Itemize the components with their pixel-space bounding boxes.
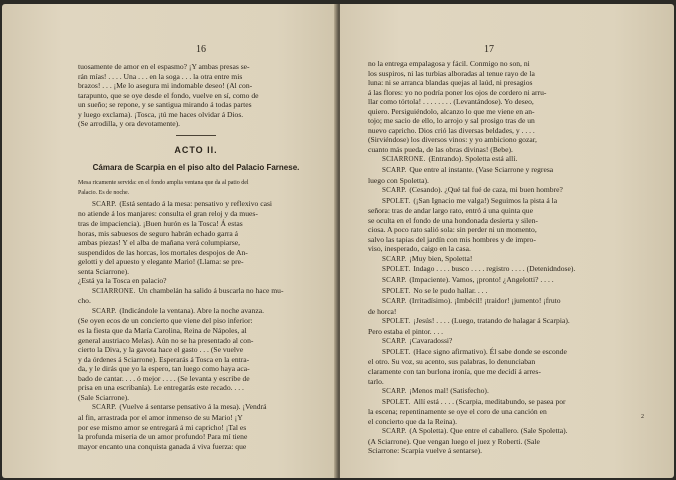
line-text: quiero. Persiguiéndolo, alcanzo lo que me viene en an- [368, 106, 535, 116]
dialogue-line [368, 316, 638, 327]
dialogue-line [368, 196, 638, 207]
dialogue-line [78, 374, 314, 384]
dialogue-line [368, 357, 638, 367]
left-dialogue-block [78, 199, 314, 451]
divider [176, 135, 216, 136]
speaker-name: SPOLET. [382, 347, 411, 356]
line-text: tras de impaciencia). ¡Buen hurón es la Tosca! Á estas [78, 219, 243, 229]
text-line: un sueño; se repone, y se santigua mirando á todas partes [78, 100, 252, 110]
line-text: Un chambelán ha salido á buscarla no hace mu- [138, 285, 284, 295]
line-text: (Sirviéndose) los diversos vinos: y yo ambiciono gozar, [368, 135, 537, 145]
dialogue-line [368, 225, 638, 235]
dialogue-line [78, 296, 314, 306]
line-text: (Está sentado á la mesa: pensativo y reflexivo casi [119, 198, 273, 208]
speaker-name: SCIARRONE. [382, 155, 426, 164]
line-text: Indago . . . . busco . . . . registro . . . . (Detenidndose). [413, 264, 576, 274]
speaker-name: SPOLET. [382, 317, 411, 326]
dialogue-line [368, 437, 638, 447]
text-line: Mesa ricamente servida: en el fondo amplia ventana que da al patio del [78, 179, 249, 186]
dialogue-line [368, 206, 638, 216]
dialogue-line [78, 364, 314, 374]
dialogue-line [78, 326, 314, 336]
dialogue-line [368, 145, 638, 155]
line-text: bado de cantar. . . . ó mejor . . . . (Se levanta y escribe de [78, 373, 250, 383]
dialogue-line [78, 209, 314, 219]
speaker-name: SPOLET. [382, 286, 411, 295]
dialogue-line [78, 336, 314, 346]
dialogue-line [368, 254, 638, 265]
line-text: al fin, arrastrada por el amor inmenso de su Mario! ¡Y [78, 412, 243, 422]
dialogue-line [78, 248, 314, 258]
dialogue-line [368, 367, 638, 377]
dialogue-line [78, 413, 314, 423]
line-text: no atiende á los manjares: consulta el gran reloj y da mues- [78, 209, 258, 219]
speaker-name: SCARP. [382, 297, 407, 306]
line-text: suspendidos de las horcas, los mortales despojos de An- [78, 247, 248, 257]
line-text: (Irritadísimo). ¡Imbécil! ¡traidor! ¡jumento! ¡fruto [409, 296, 561, 306]
dialogue-line [368, 286, 638, 297]
dialogue-line [78, 355, 314, 365]
dialogue-line [368, 97, 638, 107]
act-title: ACTO II. [174, 144, 218, 155]
text-line: Palacio. Es de noche. [78, 189, 130, 196]
dialogue-line [368, 135, 638, 145]
scene-title: Cámara de Scarpia en el piso alto del Palacio Farnese. [92, 163, 300, 173]
dialogue-line [368, 126, 638, 136]
dialogue-line [368, 327, 638, 337]
signature-mark: 2 [641, 414, 644, 420]
line-text: la profunda miseria de un amor profundo! Para mí tiene [78, 432, 248, 442]
line-text: salvo las tapias del jardín con mis hombres y de impro- [368, 234, 536, 244]
dialogue-line [368, 165, 638, 176]
line-text: cuanto más pueda, de las obras divinas! (Bebe). [368, 144, 513, 154]
speaker-name: SCARP. [382, 387, 407, 396]
line-text: (Sale Sciarrone). [78, 392, 130, 402]
line-text: llar como tórtola! . . . . . . . . (Levantándose). Yo deseo, [368, 97, 534, 107]
line-text: (Hace signo afirmativo). Él sabe donde se esconde [413, 346, 567, 356]
dialogue-line [78, 238, 314, 248]
dialogue-line [368, 176, 638, 186]
right-page-text [368, 59, 638, 456]
dialogue-line [368, 347, 638, 358]
dialogue-line [368, 116, 638, 126]
line-text: luego con Spoletta). [368, 175, 429, 185]
dialogue-line [368, 397, 638, 408]
line-text: Sciarrone: Scarpia vuelve á sentarse). [368, 446, 483, 456]
line-text: la escena; repentinamente se oye el coro de una canción en [368, 407, 547, 417]
dialogue-line [78, 345, 314, 355]
page-number: 17 [484, 44, 494, 55]
line-text: viso, inesperado, caigo en la casa. [368, 244, 471, 254]
speaker-name: SCARP. [92, 199, 117, 208]
dialogue-line [78, 229, 314, 239]
speaker-name: SCARP. [382, 337, 407, 346]
dialogue-line [78, 286, 314, 297]
line-text: se oculta en el fondo de una hondonada desierta y silen- [368, 215, 538, 225]
line-text: y da órdenes á Sciarrone). Esperarás á Tosca en la entra- [78, 354, 250, 364]
line-text: horas, mis sabuesos de seguro habrán echado garra á [78, 228, 239, 238]
dialogue-line [368, 426, 638, 437]
dialogue-line [78, 276, 314, 286]
dialogue-line [78, 316, 314, 326]
dialogue-line [368, 244, 638, 254]
dialogue-line [78, 423, 314, 433]
speaker-name: SPOLET. [382, 196, 411, 205]
dialogue-line [368, 336, 638, 347]
speaker-name: SCARP. [382, 254, 407, 263]
speaker-name: SCARP. [382, 186, 407, 195]
line-text: ¡Muy bien, Spoletta! [409, 253, 473, 263]
dialogue-line [368, 377, 638, 387]
line-text: ¡Cavaradossi? [409, 336, 453, 346]
line-text: cho. [78, 296, 91, 306]
line-text: (Vuelve á sentarse pensativo á la mesa). ¡Vendrá [119, 402, 267, 412]
line-text: los suspiros, ni las turbias alboradas al tenue rayo de la [368, 68, 535, 78]
line-text: (A Spoletta). Que entre el caballero. (Sale Spoletta). [409, 426, 568, 436]
dialogue-line [368, 417, 638, 427]
line-text: tarlo. [368, 376, 384, 386]
line-text: (Indicándole la ventana). Abre la noche avanza. [119, 305, 264, 315]
dialogue-line [78, 432, 314, 442]
dialogue-line [78, 199, 314, 210]
line-text: prisa en una escribanía). Le entregarás este recado. . . . [78, 383, 244, 393]
line-text: ¿Está ya la Tosca en palacio? [78, 276, 167, 286]
speaker-name: SCARP. [92, 306, 117, 315]
left-page [2, 4, 338, 478]
speaker-name: SCIARRONE. [92, 286, 136, 295]
line-text: tojo; me sacio de ello, lo arrojo y sal prosigo tras de un [368, 116, 535, 126]
dialogue-line [368, 59, 638, 69]
line-text: es la fiesta que da María Carolina, Reina de Nápoles, al [78, 326, 247, 336]
left-page-text [78, 62, 314, 451]
line-text: Allí está . . . . (Scarpia, meditabundo, se pasea por [413, 396, 566, 406]
line-text: por ese mismo amor se entregará á mi capricho! ¡Tal es [78, 422, 247, 432]
dialogue-line [368, 296, 638, 307]
line-text: general austriaco Melas). Aún no se ha presentado al con- [78, 335, 254, 345]
line-text: (Entrando). Spoletta está allí. [428, 154, 518, 164]
dialogue-line [78, 219, 314, 229]
line-text: gelotti y del apuesto y elegante Mario! (Llama: se pre- [78, 257, 244, 267]
line-text: da, y le dirás que yo la espero, tan luego como haya aca- [78, 364, 250, 374]
line-text: (¡San Ignacio me valga!) Seguimos la pista á la [413, 195, 558, 205]
right-dialogue-block [368, 59, 638, 456]
speaker-name: SCARP. [382, 427, 407, 436]
line-text: señora: tras de andar largo rato, entró á una quinta que [368, 206, 533, 216]
line-text: senta Sciarrone). [78, 266, 130, 276]
dialogue-line [78, 442, 314, 452]
line-text: el concierto que da la Reina). [368, 416, 457, 426]
line-text: luna: ni se arranca blandas quejas al laúd, ni presagios [368, 78, 533, 88]
text-line: brazos! . . . ¡Me lo asegura mi indomable deseo! (Al con- [78, 81, 253, 91]
line-text: de horca! [368, 306, 397, 316]
open-book [2, 4, 674, 478]
dialogue-line [78, 267, 314, 277]
line-text: (Cesando). ¿Qué tal fué de caza, mi buen hombre? [409, 185, 563, 195]
text-line: y luego exclama). ¡Tosca, ¡tú me haces olvidar á Dios. [78, 109, 244, 119]
line-text: no la entrega empalagosa y fácil. Conmigo no son, ni [368, 59, 530, 68]
dialogue-line [78, 383, 314, 393]
speaker-name: SPOLET. [382, 397, 411, 406]
dialogue-line [368, 107, 638, 117]
dialogue-line [368, 88, 638, 98]
dialogue-line [78, 393, 314, 403]
stage-direction [78, 179, 314, 197]
dialogue-line [368, 307, 638, 317]
line-text: (Impaciente). Vamos, ¡pronto! ¿Angelotti? . . . . [409, 275, 554, 285]
right-page [340, 4, 674, 478]
speaker-name: SCARP. [382, 276, 407, 285]
line-text: Pero estaba el pintor. . . . [368, 326, 444, 336]
line-text: No se le pudo hallar. . . . [413, 285, 488, 295]
text-line: rán mías! . . . . Una . . . en la soga . . . la otra entre mis [78, 71, 243, 81]
line-text: cierto la Diva, y la gavota hace el gasto . . . (Se vuelve [78, 345, 244, 355]
page-number: 16 [196, 44, 206, 55]
left-top-block [78, 62, 314, 129]
dialogue-line [78, 402, 314, 413]
dialogue-line [368, 78, 638, 88]
dialogue-line [368, 235, 638, 245]
line-text: claramente con tan burlona ironía, que me decidí á arres- [368, 366, 541, 376]
line-text: á las flores: yo no podría poner los ojos de cordero ni arru- [368, 87, 547, 97]
dialogue-line [368, 154, 638, 165]
text-line: tarapunto, que se oye desde el fondo, vuelve en sí, como de [78, 90, 259, 100]
speaker-name: SCARP. [382, 166, 407, 175]
line-text: (Se oyen ecos de un concierto que viene del piso inferior: [78, 316, 253, 326]
dialogue-line [78, 306, 314, 317]
line-text: nuevo capricho. Dios crió las diversas beldades, y . . . . [368, 125, 535, 135]
dialogue-line [368, 446, 638, 456]
text-line: tuosamente de amor en el espasmo? ¡Y ambas presas se- [78, 62, 250, 71]
speaker-name: SPOLET. [382, 265, 411, 274]
line-text: el otro. Su voz, su acento, sus palabras, lo denunciaban [368, 357, 536, 367]
line-text: ¡Jesús! . . . . (Luego, tratando de halagar á Scarpia). [413, 316, 570, 326]
text-line: (Se arrodilla, y ora devotamente). [78, 119, 181, 129]
dialogue-line [368, 407, 638, 417]
line-text: mayor encanto una conquista ganada á viva fuerza: que [78, 441, 247, 451]
dialogue-line [368, 275, 638, 286]
dialogue-line [368, 386, 638, 397]
line-text: Que entre al instante. (Vase Sciarrone y regresa [409, 165, 554, 175]
line-text: ambas piezas! Y el alba de mañana verá columpiarse, [78, 238, 240, 248]
dialogue-line [78, 257, 314, 267]
line-text: ciosa. A poco rato salió sola: sin perder ni un momento, [368, 225, 537, 235]
speaker-name: SCARP. [92, 403, 117, 412]
dialogue-line [368, 69, 638, 79]
line-text: (A Sciarrone). Que vengan luego el juez y Roberti. (Sale [368, 436, 540, 446]
dialogue-line [368, 185, 638, 196]
dialogue-line [368, 264, 638, 275]
dialogue-line [368, 216, 638, 226]
line-text: ¡Menos mal! (Satisfecho). [409, 386, 489, 396]
